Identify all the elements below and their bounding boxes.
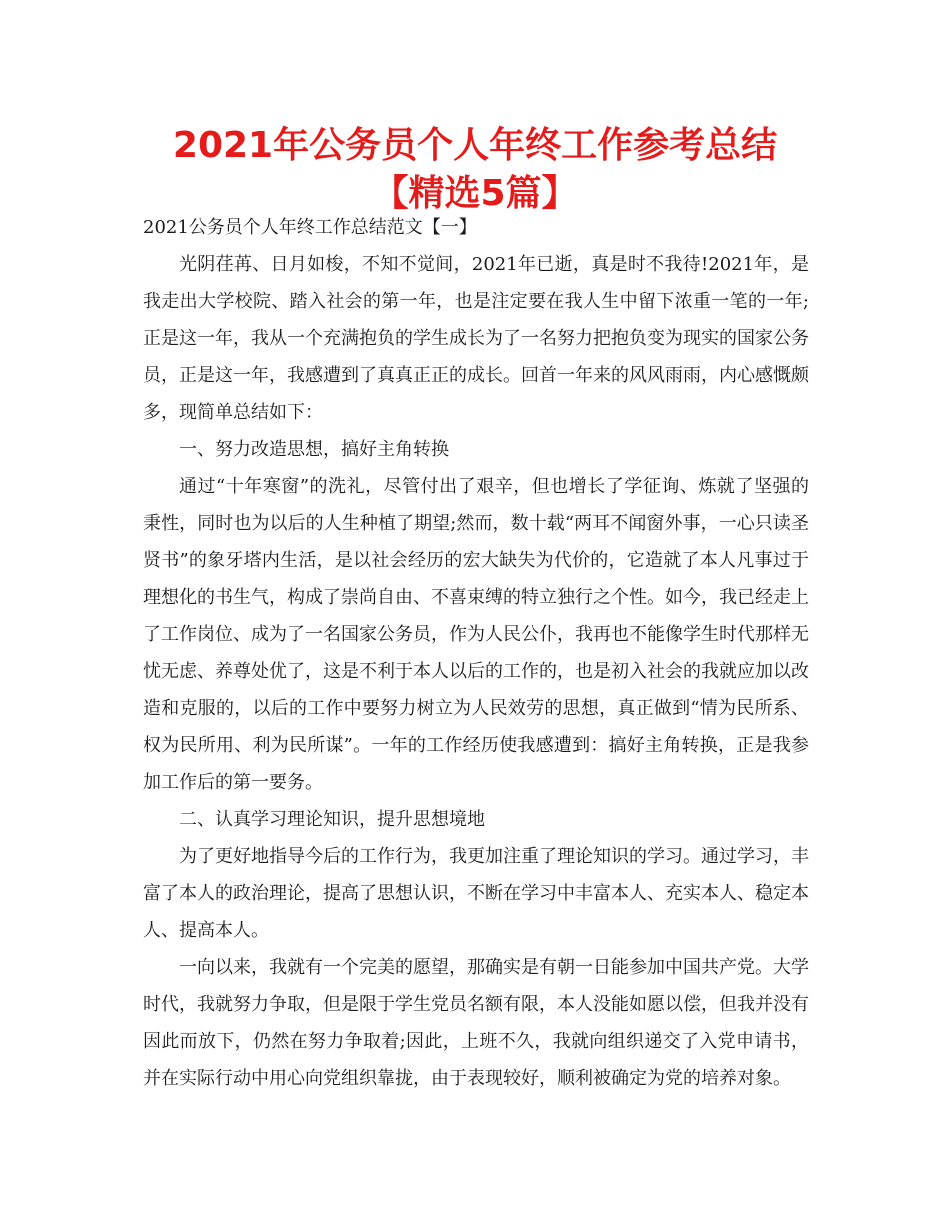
document-title: 2021年公务员个人年终工作参考总结【精选5篇】 — [172, 125, 778, 214]
section-heading-1: 一、努力改造思想，搞好主角转换 — [179, 439, 449, 460]
paragraph-role-change: 通过“十年寒窗”的洗礼，尽管付出了艰辛，但也增长了学征询、炼就了坚强的秉性，同时也为以后的人生种植了期望;然而，数十载“两耳不闻窗外事，一心只读圣贤书”的象牙塔内生活，是以社会经历的宏大缺失为代价的，它造就了本人凡事过于理想化的书生气，构成了崇尚自由、不喜束缚的特立独行之个性。如今，我已经走上了工作岗位、成为了一名国家公务员，作为人民公仆，我再也不能像学生时代那样无忧无虑、养尊处优了，这是不利于本人以后的工作的，也是初入社会的我就应加以改造和克服的，以后的工作中要努力树立为人民效劳的思想，真正做到“情为民所系、权为民所用、利为民所谋”。一年的工作经历使我感遭到：搞好主角转换，正是我参加工作后的第一要务。 — [143, 476, 809, 793]
section-subtitle: 2021公务员个人年终工作总结范文【一】 — [143, 217, 477, 238]
paragraph-party-wish: 一向以来，我就有一个完美的愿望，那确实是有朝一日能参加中国共产党。大学时代，我就努力争取，但是限于学生党员名额有限，本人没能如愿以偿，但我并没有因此而放下，仍然在努力争取着;因此，上班不久，我就向组织递交了入党申请书，并在实际行动中用心向党组织靠拢，由于表现较好，顺利被确定为党的培养对象。 — [143, 957, 809, 1089]
document-body — [143, 214, 809, 1097]
section-heading-2: 二、认真学习理论知识，提升思想境地 — [179, 809, 485, 830]
paragraph-intro: 光阴荏苒、日月如梭，不知不觉间，2021年已逝，真是时不我待!2021年，是我走出大学校院、踏入社会的第一年，也是注定要在我人生中留下浓重一笔的一年;正是这一年，我从一个充满抱负的学生成长为了一名努力把抱负变为现实的国家公务员，正是这一年，我感遭到了真真正正的成长。回首一年来的风风雨雨，内心感慨颇多，现简单总结如下： — [143, 254, 809, 423]
paragraph-theory-study: 为了更好地指导今后的工作行为，我更加注重了理论知识的学习。通过学习，丰富了本人的政治理论，提高了思想认识，不断在学习中丰富本人、充实本人、稳定本人、提高本人。 — [143, 846, 809, 941]
